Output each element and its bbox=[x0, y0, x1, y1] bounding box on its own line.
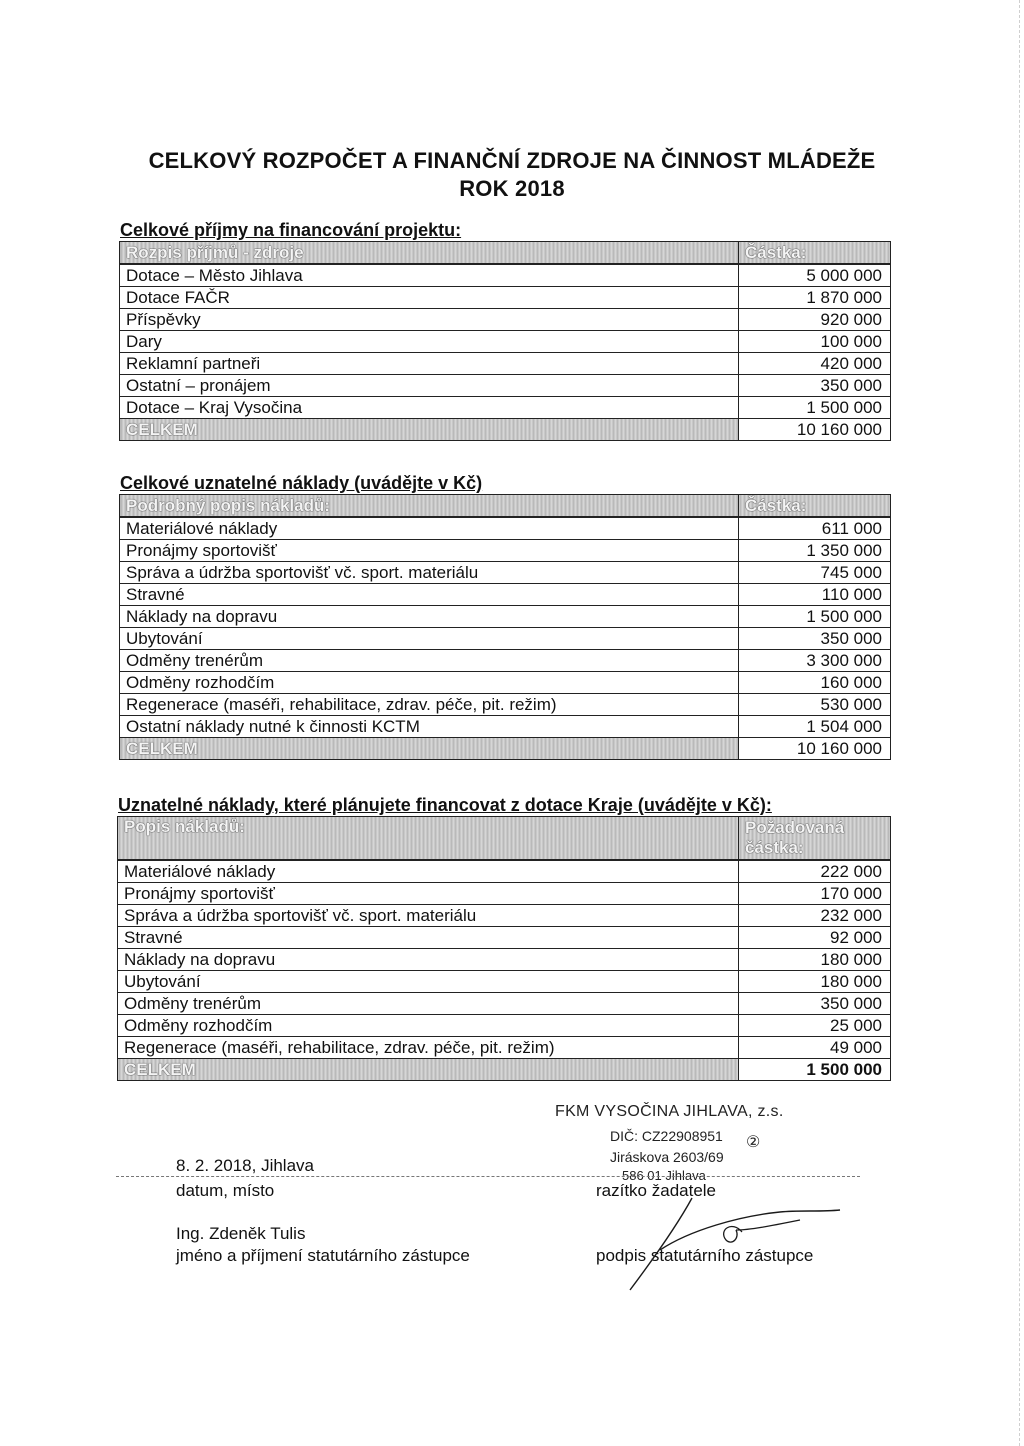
income-row-amount: 920 000 bbox=[739, 309, 891, 331]
document-title: CELKOVÝ ROZPOČET A FINANČNÍ ZDROJE NA ČINNOST MLÁDEŽE bbox=[148, 148, 876, 173]
income-row-desc: Reklamní partneři bbox=[120, 353, 739, 375]
income-row-amount: 1 870 000 bbox=[739, 287, 891, 309]
income-row-amount: 100 000 bbox=[739, 331, 891, 353]
region-row bbox=[118, 883, 891, 905]
region-row-desc: Materiálové náklady bbox=[118, 860, 739, 883]
region-row-desc: Odměny rozhodčím bbox=[118, 1015, 739, 1037]
region-row-amount: 49 000 bbox=[739, 1037, 891, 1059]
region-row bbox=[118, 971, 891, 993]
costs-row-amount: 160 000 bbox=[739, 672, 891, 694]
costs-row-amount: 1 350 000 bbox=[739, 540, 891, 562]
costs-row bbox=[120, 562, 891, 584]
region-row bbox=[118, 949, 891, 971]
region-row bbox=[118, 905, 891, 927]
costs-row bbox=[120, 650, 891, 672]
costs-row-desc: Správa a údržba sportovišť vč. sport. materiálu bbox=[120, 562, 739, 584]
page-edge bbox=[1019, 0, 1020, 1446]
handwritten-signature bbox=[600, 1190, 850, 1300]
income-row bbox=[120, 264, 891, 287]
person-name: Ing. Zdeněk Tulis bbox=[176, 1224, 306, 1243]
income-row-desc: Dotace – Kraj Vysočina bbox=[120, 397, 739, 419]
region-row-desc: Stravné bbox=[118, 927, 739, 949]
date-place-caption: datum, místo bbox=[176, 1181, 275, 1200]
region-row-desc: Regenerace (maséři, rehabilitace, zdrav. péče, pit. režim) bbox=[118, 1037, 739, 1059]
stamp-city: 586 01 Jihlava bbox=[622, 1168, 706, 1183]
region-row-desc: Pronájmy sportovišť bbox=[118, 883, 739, 905]
income-row bbox=[120, 397, 891, 419]
region-row-desc: Náklady na dopravu bbox=[118, 949, 739, 971]
region-col-desc: Popis nákladů: bbox=[118, 817, 739, 861]
costs-row-desc: Odměny trenérům bbox=[120, 650, 739, 672]
income-row-amount: 5 000 000 bbox=[739, 264, 891, 287]
income-col-amount: Částka: bbox=[739, 242, 891, 265]
region-row-amount: 180 000 bbox=[739, 971, 891, 993]
income-row bbox=[120, 309, 891, 331]
income-row-desc: Dotace – Město Jihlava bbox=[120, 264, 739, 287]
costs-total-amount: 10 160 000 bbox=[739, 738, 891, 760]
costs-row-amount: 530 000 bbox=[739, 694, 891, 716]
income-row-amount: 350 000 bbox=[739, 375, 891, 397]
income-row bbox=[120, 287, 891, 309]
costs-row-desc: Stravné bbox=[120, 584, 739, 606]
region-row-amount: 180 000 bbox=[739, 949, 891, 971]
costs-row bbox=[120, 672, 891, 694]
region-row-amount: 25 000 bbox=[739, 1015, 891, 1037]
stamp-dic: DIČ: CZ22908951 bbox=[610, 1128, 723, 1144]
income-row bbox=[120, 331, 891, 353]
costs-row-desc: Regenerace (maséři, rehabilitace, zdrav. péče, pit. režim) bbox=[120, 694, 739, 716]
region-col-amount-line1: Požadovaná bbox=[745, 818, 845, 837]
costs-row-desc: Odměny rozhodčím bbox=[120, 672, 739, 694]
costs-row-amount: 110 000 bbox=[739, 584, 891, 606]
region-row bbox=[118, 927, 891, 949]
region-row bbox=[118, 993, 891, 1015]
costs-col-amount: Částka: bbox=[739, 495, 891, 518]
costs-row-amount: 1 500 000 bbox=[739, 606, 891, 628]
costs-total-row bbox=[120, 738, 891, 760]
region-row bbox=[118, 860, 891, 883]
date-place: 8. 2. 2018, Jihlava bbox=[176, 1156, 314, 1175]
region-row-desc: Ubytování bbox=[118, 971, 739, 993]
income-section-label: Celkové příjmy na financování projektu: bbox=[120, 220, 462, 240]
costs-row-amount: 611 000 bbox=[739, 517, 891, 540]
costs-row-amount: 1 504 000 bbox=[739, 716, 891, 738]
income-col-desc: Rozpis příjmů - zdroje bbox=[120, 242, 739, 265]
income-table bbox=[119, 241, 891, 441]
region-row-desc: Správa a údržba sportovišť vč. sport. materiálu bbox=[118, 905, 739, 927]
stamp-street: Jiráskova 2603/69 bbox=[610, 1149, 724, 1165]
region-total-amount: 1 500 000 bbox=[739, 1059, 891, 1081]
costs-table-header bbox=[120, 495, 891, 518]
region-row-desc: Odměny trenérům bbox=[118, 993, 739, 1015]
income-total-row bbox=[120, 419, 891, 441]
region-row-amount: 350 000 bbox=[739, 993, 891, 1015]
costs-row-desc: Ostatní náklady nutné k činnosti KCTM bbox=[120, 716, 739, 738]
signature-line bbox=[116, 1176, 860, 1177]
costs-row-amount: 3 300 000 bbox=[739, 650, 891, 672]
region-row-amount: 92 000 bbox=[739, 927, 891, 949]
costs-row-desc: Ubytování bbox=[120, 628, 739, 650]
region-table-header bbox=[118, 817, 891, 861]
costs-row bbox=[120, 606, 891, 628]
stamp-caption: razítko žadatele bbox=[596, 1181, 717, 1200]
region-col-amount-line2: částka: bbox=[745, 838, 804, 857]
costs-row bbox=[120, 628, 891, 650]
signature-caption: podpis statutárního zástupce bbox=[596, 1246, 814, 1265]
income-row-desc: Dotace FAČR bbox=[120, 287, 739, 309]
costs-total-label: CELKEM bbox=[120, 738, 739, 760]
costs-row-amount: 350 000 bbox=[739, 628, 891, 650]
region-row-amount: 170 000 bbox=[739, 883, 891, 905]
person-caption: jméno a příjmení statutárního zástupce bbox=[176, 1246, 470, 1265]
income-total-amount: 10 160 000 bbox=[739, 419, 891, 441]
income-table-header bbox=[120, 242, 891, 265]
region-total-label: CELKEM bbox=[118, 1059, 739, 1081]
income-row bbox=[120, 353, 891, 375]
income-row-desc: Dary bbox=[120, 331, 739, 353]
income-total-label: CELKEM bbox=[120, 419, 739, 441]
stamp-mark: ② bbox=[746, 1134, 761, 1151]
stamp-name: FKM VYSOČINA JIHLAVA, z.s. bbox=[555, 1103, 784, 1120]
region-row-amount: 222 000 bbox=[739, 860, 891, 883]
costs-row-desc: Pronájmy sportovišť bbox=[120, 540, 739, 562]
income-row bbox=[120, 375, 891, 397]
costs-row bbox=[120, 716, 891, 738]
costs-row bbox=[120, 540, 891, 562]
region-col-amount bbox=[739, 817, 891, 861]
costs-row-amount: 745 000 bbox=[739, 562, 891, 584]
costs-row bbox=[120, 694, 891, 716]
region-row bbox=[118, 1037, 891, 1059]
region-total-row bbox=[118, 1059, 891, 1081]
costs-row bbox=[120, 517, 891, 540]
costs-col-desc: Podrobný popis nákladů: bbox=[120, 495, 739, 518]
income-row-amount: 420 000 bbox=[739, 353, 891, 375]
costs-row bbox=[120, 584, 891, 606]
costs-row-desc: Náklady na dopravu bbox=[120, 606, 739, 628]
region-table bbox=[117, 816, 891, 1081]
region-section-label: Uznatelné náklady, které plánujete financovat z dotace Kraje (uvádějte v Kč): bbox=[118, 795, 772, 815]
region-row bbox=[118, 1015, 891, 1037]
costs-table bbox=[119, 494, 891, 760]
income-row-desc: Ostatní – pronájem bbox=[120, 375, 739, 397]
costs-section-label: Celkové uznatelné náklady (uvádějte v Kč) bbox=[120, 473, 483, 493]
income-row-desc: Příspěvky bbox=[120, 309, 739, 331]
income-row-amount: 1 500 000 bbox=[739, 397, 891, 419]
costs-row-desc: Materiálové náklady bbox=[120, 517, 739, 540]
region-row-amount: 232 000 bbox=[739, 905, 891, 927]
document-year: ROK 2018 bbox=[459, 176, 565, 201]
